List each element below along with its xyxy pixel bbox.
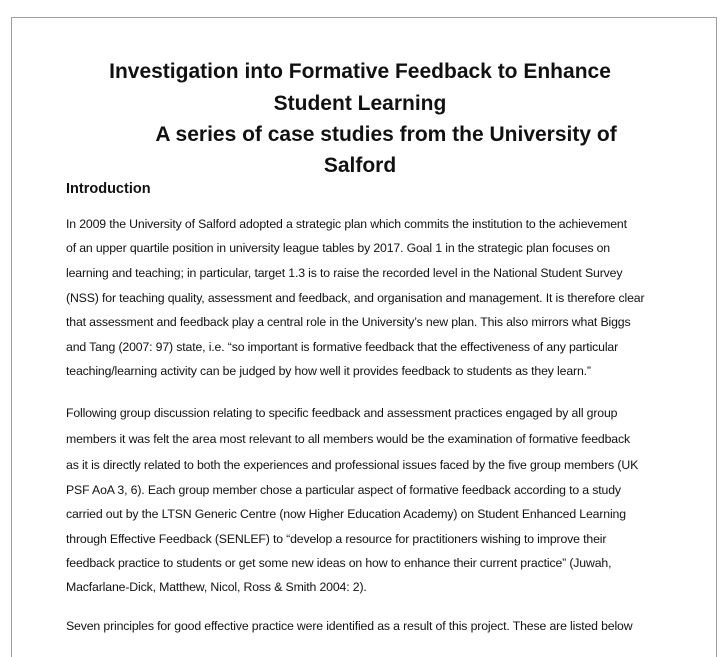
paragraph-1-line: In 2009 the University of Salford adopted a strategic plan which commits the institution to the achievement — [66, 217, 627, 231]
paragraph-2-line: feedback practice to students or get some new ideas on how to enhance their current practice” (Juwah, — [66, 556, 612, 570]
paragraph-1-line: teaching/learning activity can be judged by how well it provides feedback to students as they learn.” — [66, 364, 591, 378]
document-title-line-2: Student Learning — [273, 92, 447, 115]
paragraph-2-line: through Effective Feedback (SENLEF) to “develop a resource for practitioners wishing to improve their — [66, 532, 607, 546]
paragraph-2-line: members it was felt the area most relevant to all members would be the examination of formative feedback — [66, 432, 630, 446]
paragraph-1-line: that assessment and feedback play a central role in the University’s new plan. This also mirrors what Biggs — [66, 315, 631, 329]
paragraph-2-line: Macfarlane-Dick, Matthew, Nicol, Ross & Smith 2004: 2). — [66, 580, 367, 594]
document-subtitle-line-1: A series of case studies from the University of — [155, 123, 617, 146]
paragraph-3-line: Seven principles for good effective practice were identified as a result of this project. These are listed below — [66, 619, 633, 633]
document-title-line-1: Investigation into Formative Feedback to Enhance — [109, 60, 611, 83]
paragraph-1-line: learning and teaching; in particular, target 1.3 is to raise the recorded level in the National Student Survey — [66, 266, 623, 280]
section-heading-introduction: Introduction — [66, 181, 151, 197]
paragraph-1-line: of an upper quartile position in university league tables by 2017. Goal 1 in the strategic plan focuses on — [66, 241, 610, 255]
paragraph-1-line: (NSS) for teaching quality, assessment and feedback, and organisation and management. It is therefore clear — [66, 291, 645, 305]
document-subtitle-line-2: Salford — [323, 154, 397, 177]
paragraph-2-line: PSF AoA 3, 6). Each group member chose a particular aspect of formative feedback according to a study — [66, 483, 621, 497]
paragraph-2-line: Following group discussion relating to specific feedback and assessment practices engaged by all group — [66, 406, 618, 420]
paragraph-1-line: and Tang (2007: 97) state, i.e. “so important is formative feedback that the effectiveness of any particular — [66, 340, 619, 354]
paragraph-2-line: carried out by the LTSN Generic Centre (now Higher Education Academy) on Student Enhanced Learning — [66, 507, 626, 521]
paragraph-2-line: as it is directly related to both the experiences and professional issues faced by the five group members (UK — [66, 458, 639, 472]
